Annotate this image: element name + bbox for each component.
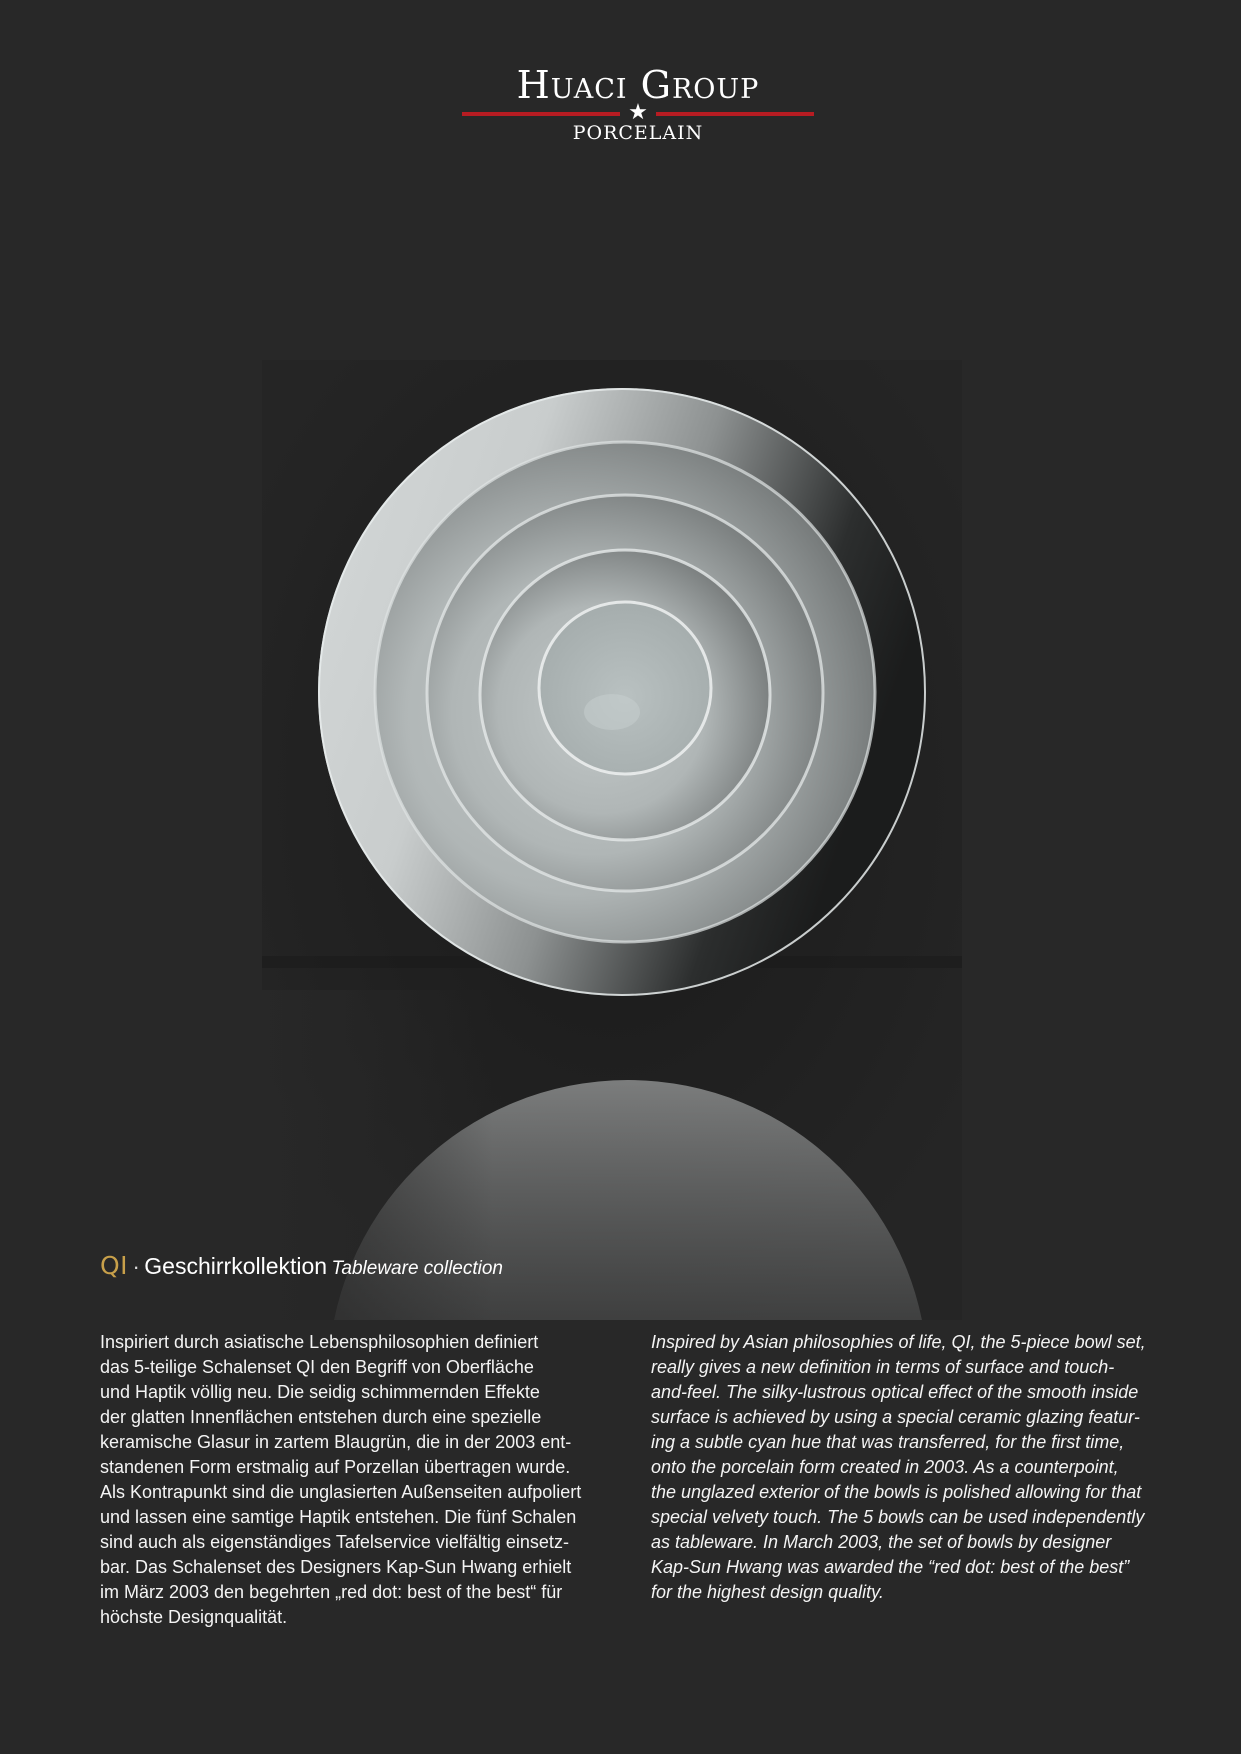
description-english — [651, 1330, 1171, 1605]
text-line: höchste Designqualität. — [100, 1607, 288, 1627]
text-line: Als Kontrapunkt sind die unglasierten Außenseiten aufpoliert — [100, 1482, 582, 1502]
text-line: und lassen eine samtige Haptik entstehen. Die fünf Schalen — [100, 1507, 577, 1527]
text-line: and-feel. The silky-lustrous optical effect of the smooth inside — [651, 1382, 1139, 1402]
text-line: Kap-Sun Hwang was awarded the “red dot: best of the best” — [651, 1557, 1130, 1577]
caption-german: Geschirrkollektion — [144, 1253, 328, 1279]
text-line: im März 2003 den begehrten „red dot: best of the best“ für — [100, 1582, 563, 1602]
huaci-group-logo — [460, 60, 816, 150]
text-line: onto the porcelain form created in 2003. As a counterpoint, — [651, 1457, 1119, 1477]
text-line: really gives a new definition in terms of surface and touch- — [651, 1357, 1115, 1377]
logo-subtitle: PORCELAIN — [572, 122, 704, 144]
product-caption — [100, 1246, 503, 1290]
product-name: QI — [100, 1251, 129, 1280]
caption-english: Tableware collection — [331, 1258, 504, 1279]
text-line: surface is achieved by using a special ceramic glazing featur- — [651, 1407, 1140, 1427]
text-line: standenen Form erstmalig auf Porzellan übertragen wurde. — [100, 1457, 571, 1477]
text-line: der glatten Innenflächen entstehen durch eine spezielle — [100, 1407, 542, 1427]
text-line: ing a subtle cyan hue that was transferred, for the first time, — [651, 1432, 1125, 1452]
text-line: as tableware. In March 2003, the set of bowls by designer — [651, 1532, 1112, 1552]
text-line: bar. Das Schalenset des Designers Kap-Sun Hwang erhielt — [100, 1557, 572, 1577]
text-line: Inspiriert durch asiatische Lebensphilosophien definiert — [100, 1332, 539, 1352]
logo-wordmark: Huaci Group — [516, 63, 760, 107]
text-line: special velvety touch. The 5 bowls can be used independently — [651, 1507, 1145, 1527]
text-line: keramische Glasur in zartem Blaugrün, die in der 2003 ent- — [100, 1432, 572, 1452]
text-line: sind auch als eigenständiges Tafelservice vielfältig einsetz- — [100, 1532, 569, 1552]
text-line: und Haptik völlig neu. Die seidig schimmernden Effekte — [100, 1382, 540, 1402]
caption-separator: · — [132, 1254, 140, 1279]
text-line: the unglazed exterior of the bowls is polished allowing for that — [651, 1482, 1142, 1502]
star-icon: ★ — [628, 100, 648, 125]
description-german — [100, 1330, 620, 1630]
text-line: das 5-teilige Schalenset QI den Begriff von Oberfläche — [100, 1357, 534, 1377]
logo-red-rule-right — [656, 112, 814, 116]
text-line: for the highest design quality. — [651, 1582, 884, 1602]
product-photo-bowl-set — [0, 360, 1241, 1320]
logo-red-rule-left — [462, 112, 620, 116]
text-line: Inspired by Asian philosophies of life, QI, the 5-piece bowl set, — [651, 1332, 1146, 1352]
